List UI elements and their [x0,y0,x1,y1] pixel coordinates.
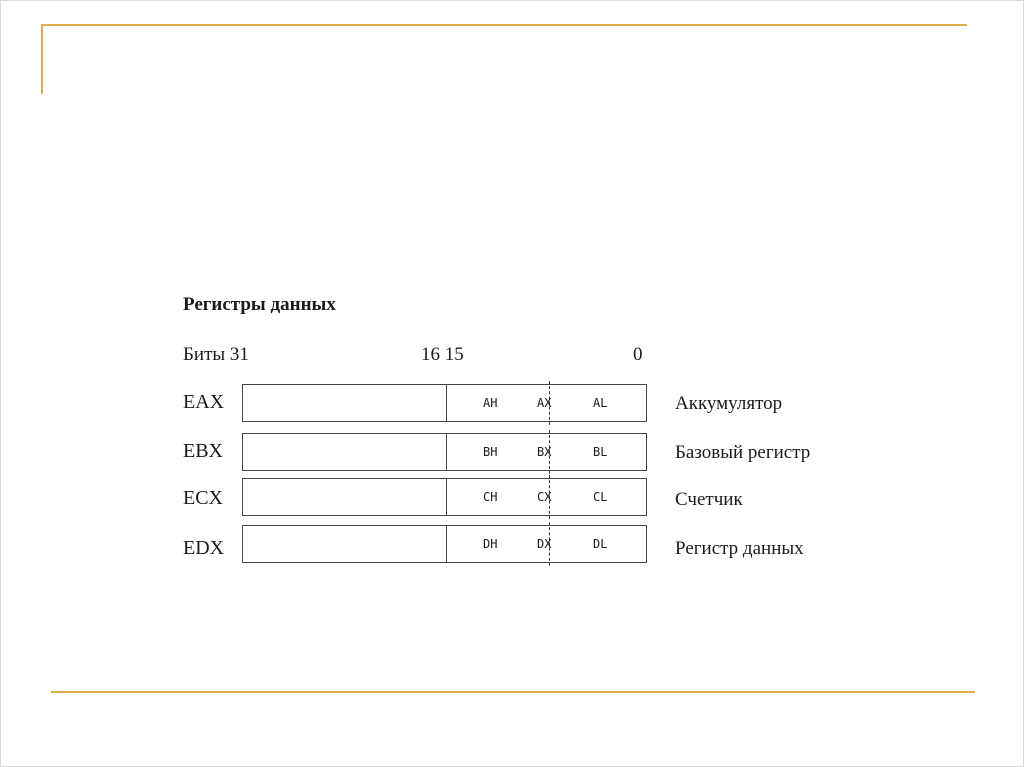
register-word: BX [537,445,552,459]
register-box-edx [242,525,647,563]
register-split-line [446,479,447,515]
register-high-byte: AH [483,396,498,410]
register-low-byte: BL [593,445,608,459]
register-high-byte: DH [483,537,498,551]
register-word: DX [537,537,552,551]
register-box-eax [242,384,647,422]
register-split-line [446,385,447,421]
register-word: CX [537,490,552,504]
bits-middle-label: 16 15 [421,344,464,365]
bits-end-label: 0 [633,344,643,365]
register-description-ecx: Счетчик [675,489,743,510]
register-high-byte: CH [483,490,498,504]
left-rule [41,24,43,94]
register-name-ebx: EBX [183,440,223,462]
bottom-rule [51,691,975,693]
register-split-line [446,526,447,562]
register-name-edx: EDX [183,537,225,559]
diagram-title: Регистры данных [183,294,336,315]
register-split-line [446,434,447,470]
register-name-eax: EAX [183,391,225,413]
bits-label: Биты 31 [183,344,249,365]
register-low-byte: DL [593,537,608,551]
top-rule [41,24,967,26]
register-box-ebx [242,433,647,471]
register-name-ecx: ECX [183,487,223,509]
register-description-eax: Аккумулятор [675,393,783,414]
register-box-ecx [242,478,647,516]
register-description-edx: Регистр данных [675,538,804,559]
register-word: AX [537,396,552,410]
register-description-ebx: Базовый регистр [675,442,811,463]
register-low-byte: AL [593,396,608,410]
register-high-byte: BH [483,445,498,459]
register-low-byte: CL [593,490,608,504]
